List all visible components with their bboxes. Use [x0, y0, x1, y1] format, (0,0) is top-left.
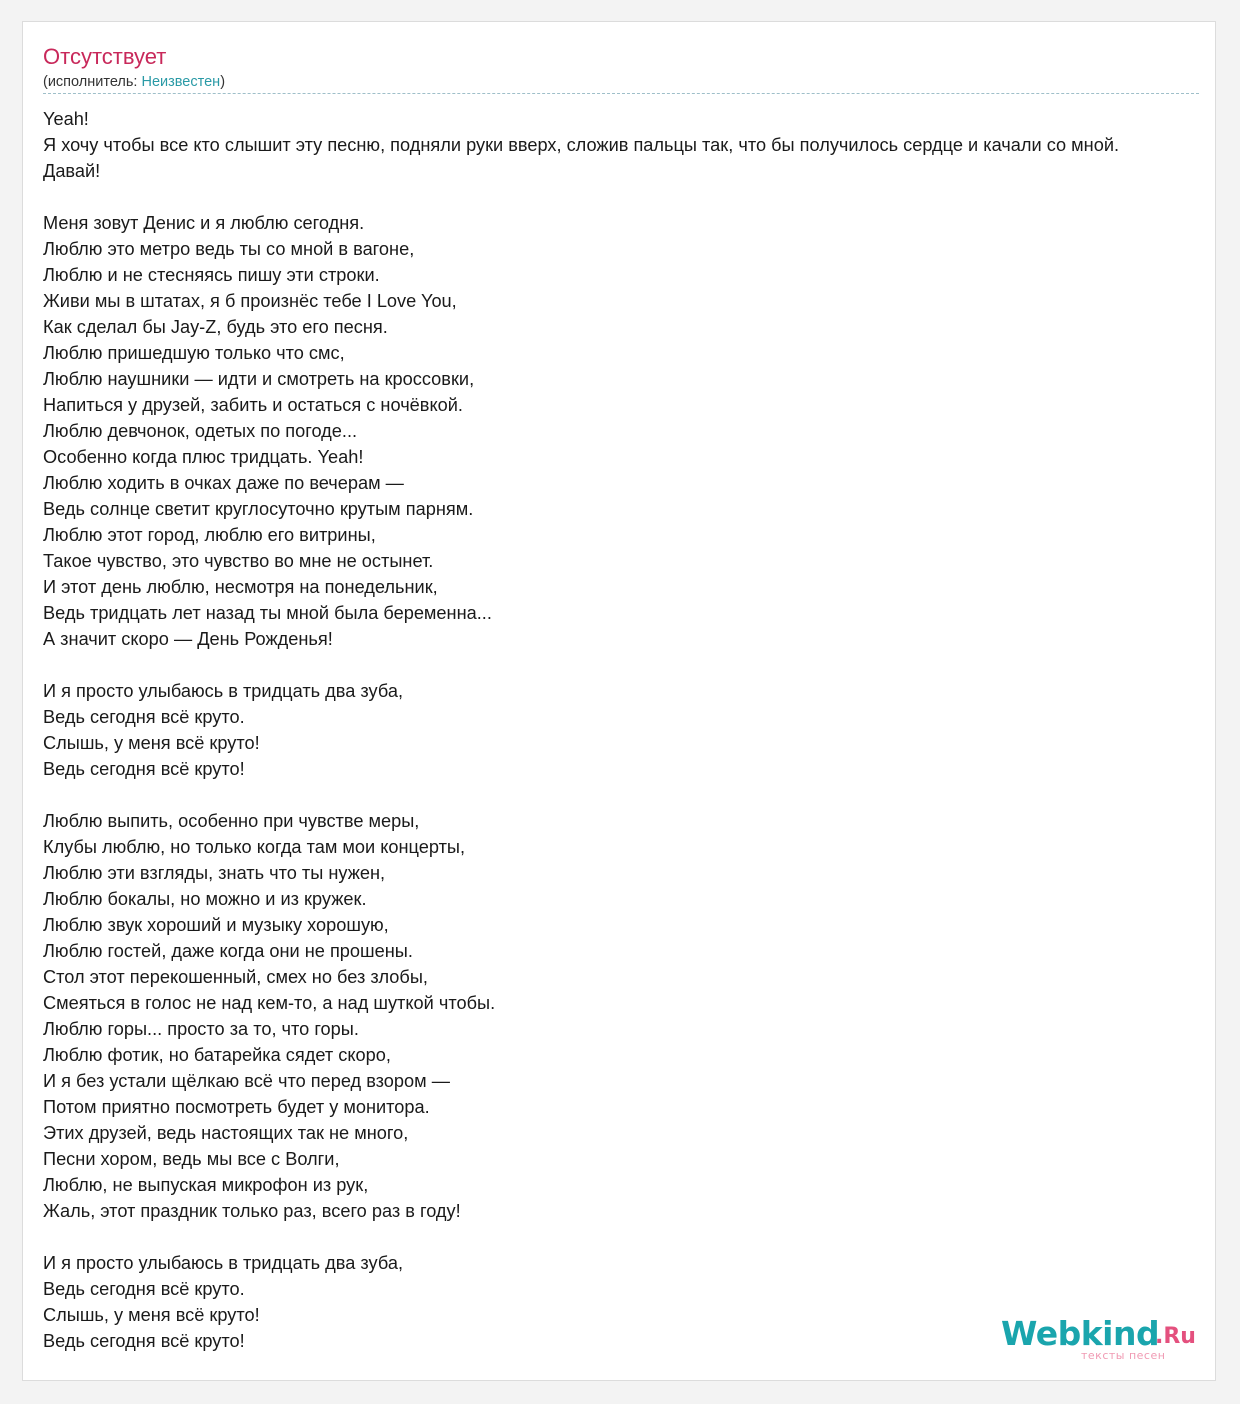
dashed-divider	[43, 93, 1199, 94]
byline-suffix: )	[220, 74, 226, 90]
logo-tagline: тексты песен	[1081, 1349, 1166, 1362]
artist-byline	[43, 73, 225, 91]
logo-tld: .Ru	[1155, 1324, 1196, 1349]
lyrics-text: Yeah! Я хочу чтобы все кто слышит эту песню, подняли руки вверх, сложив пальцы так, что бы получилось сердце и качали со мной. Давай! Меня зовут Денис и я люблю сегодня. Люблю это метро ведь ты со мной в вагоне, Люблю и не стесняясь пишу эти строки. Живи мы в штатах, я б произнёс тебе I Love You, Как сделал бы Jay-Z, будь это его песня. Люблю пришедшую только что смс, Люблю наушники — идти и смотреть на кроссовки, Напиться у друзей, забить и остаться с ночёвкой. Люблю девчонок, одетых по погоде... Особенно когда плюс тридцать. Yeah! Люблю ходить в очках даже по вечерам — Ведь солнце светит круглосуточно крутым парням. Люблю этот город, люблю его витрины, Такое чувство, это чувство во мне не остынет. И этот день люблю, несмотря на понедельник, Ведь тридцать лет назад ты мной была беременна... А значит скоро — День Рожденья! И я просто улыбаюсь в тридцать два зуба, Ведь сегодня всё круто. Слышь, у меня всё круто! Ведь сегодня всё круто! Люблю выпить, особенно при чувстве меры, Клубы люблю, но только когда там мои концерты, Люблю эти взгляды, знать что ты нужен, Люблю бокалы, но можно и из кружек. Люблю звук хороший и музыку хорошую, Люблю гостей, даже когда они не прошены. Стол этот перекошенный, смех но без злобы, Смеяться в голос не над кем-то, а над шуткой чтобы. Люблю горы... просто за то, что горы. Люблю фотик, но батарейка сядет скоро, И я без устали щёлкаю всё что перед взором — Потом приятно посмотреть будет у монитора. Этих друзей, ведь настоящих так не много, Песни хором, ведь мы все с Волги, Люблю, не выпуская микрофон из рук, Жаль, этот праздник только раз, всего раз в году! И я просто улыбаюсь в тридцать два зуба, Ведь сегодня всё круто. Слышь, у меня всё круто! Ведь сегодня всё круто!	[43, 109, 1120, 1351]
site-logo[interactable]	[1001, 1314, 1201, 1364]
lyrics-card	[22, 21, 1216, 1381]
byline-prefix: (исполнитель:	[43, 74, 142, 90]
logo-name: Webkind	[1001, 1314, 1160, 1353]
song-title: Отсутствует	[43, 44, 167, 69]
artist-link[interactable]: Неизвестен	[141, 74, 221, 90]
